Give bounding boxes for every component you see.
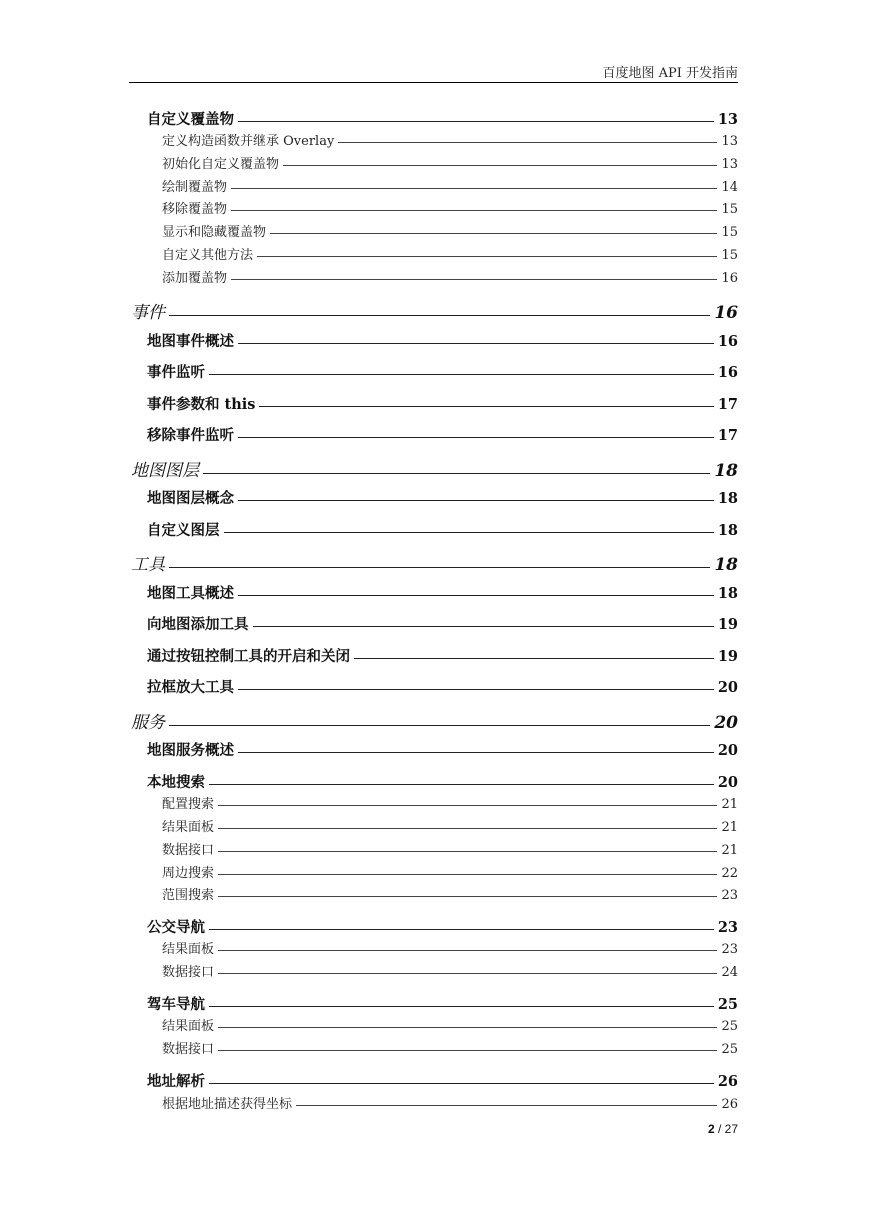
- toc-entry[interactable]: [147, 771, 738, 792]
- toc-entry-label: 定义构造函数并继承 Overlay: [162, 134, 335, 149]
- toc-entry-page: 24: [721, 965, 738, 980]
- toc-entry[interactable]: [147, 613, 738, 634]
- toc-entry[interactable]: [147, 519, 738, 540]
- toc-entry-label: 自定义图层: [147, 522, 220, 539]
- toc-leader-line: [231, 210, 717, 211]
- toc-leader-line: [218, 874, 717, 875]
- toc-entry-page: 19: [717, 616, 738, 633]
- toc-entry-page: 15: [721, 248, 738, 263]
- toc-entry[interactable]: [162, 221, 738, 240]
- toc-leader-line: [253, 626, 714, 627]
- toc-entry[interactable]: [131, 550, 738, 575]
- toc-leader-line: [338, 142, 717, 143]
- toc-entry-page: 16: [714, 303, 738, 323]
- toc-entry-page: 16: [717, 333, 738, 350]
- toc-entry-label: 向地图添加工具: [147, 616, 249, 633]
- toc-entry-label: 拉框放大工具: [147, 679, 234, 696]
- toc-leader-line: [209, 1006, 714, 1007]
- toc-entry-label: 数据接口: [162, 843, 215, 858]
- toc-leader-line: [209, 374, 714, 375]
- toc-entry-label: 事件参数和 this: [147, 396, 256, 413]
- toc-entry-label: 移除覆盖物: [162, 202, 228, 217]
- toc-entry[interactable]: [162, 244, 738, 263]
- toc-entry-label: 地图图层: [131, 461, 199, 481]
- toc-entry-label: 添加覆盖物: [162, 271, 228, 286]
- toc-entry-label: 地图服务概述: [147, 742, 234, 759]
- current-page: 2: [707, 1122, 715, 1136]
- toc-entry-label: 地图图层概念: [147, 490, 234, 507]
- toc-leader-line: [218, 950, 717, 951]
- toc-leader-line: [238, 121, 714, 122]
- toc-leader-line: [231, 279, 717, 280]
- toc-entry-page: 13: [717, 111, 738, 128]
- toc-entry-page: 18: [717, 522, 738, 539]
- toc-entry-label: 结果面板: [162, 1019, 215, 1034]
- toc-entry[interactable]: [162, 130, 738, 149]
- toc-entry[interactable]: [147, 676, 738, 697]
- toc-entry-label: 周边搜索: [162, 866, 215, 881]
- toc-entry[interactable]: [162, 198, 738, 217]
- toc-entry-page: 21: [721, 843, 738, 858]
- toc-entry-label: 显示和隐藏覆盖物: [162, 225, 267, 240]
- toc-entry-page: 23: [721, 942, 738, 957]
- toc-entry-page: 16: [717, 364, 738, 381]
- toc-entry-label: 事件监听: [147, 364, 205, 381]
- toc-entry-page: 19: [717, 648, 738, 665]
- toc-entry-page: 13: [721, 157, 738, 172]
- toc-entry-page: 17: [717, 396, 738, 413]
- toc-leader-line: [238, 689, 714, 690]
- toc-entry-label: 数据接口: [162, 965, 215, 980]
- toc-entry[interactable]: [147, 1070, 738, 1091]
- toc-leader-line: [283, 165, 717, 166]
- toc-entry-label: 地址解析: [147, 1073, 205, 1090]
- toc-entry[interactable]: [147, 645, 738, 666]
- toc-entry[interactable]: [162, 267, 738, 286]
- toc-entry-page: 17: [717, 427, 738, 444]
- toc-entry-label: 范围搜索: [162, 888, 215, 903]
- toc-entry[interactable]: [162, 938, 738, 957]
- toc-entry[interactable]: [147, 424, 738, 445]
- toc-entry-page: 15: [721, 202, 738, 217]
- toc-entry[interactable]: [162, 153, 738, 172]
- toc-leader-line: [203, 473, 710, 474]
- toc-leader-line: [238, 752, 714, 753]
- toc-leader-line: [218, 973, 717, 974]
- toc-entry[interactable]: [131, 456, 738, 481]
- toc-entry[interactable]: [162, 816, 738, 835]
- toc-entry-label: 服务: [131, 713, 165, 733]
- toc-leader-line: [296, 1105, 717, 1106]
- toc-entry-label: 工具: [131, 555, 165, 575]
- toc-entry[interactable]: [147, 108, 738, 129]
- toc-entry-page: 20: [717, 679, 738, 696]
- toc-entry[interactable]: [147, 582, 738, 603]
- toc-entry-page: 25: [717, 996, 738, 1013]
- toc-leader-line: [209, 929, 714, 930]
- toc-entry-page: 21: [721, 797, 738, 812]
- toc-entry-page: 13: [721, 134, 738, 149]
- document-title: 百度地图 API 开发指南: [602, 66, 738, 81]
- toc-leader-line: [231, 188, 717, 189]
- toc-leader-line: [209, 784, 714, 785]
- toc-leader-line: [169, 567, 710, 568]
- toc-entry[interactable]: [131, 298, 738, 323]
- toc-entry-label: 绘制覆盖物: [162, 180, 228, 195]
- toc-entry-label: 结果面板: [162, 820, 215, 835]
- toc-entry[interactable]: [147, 361, 738, 382]
- toc-leader-line: [218, 851, 717, 852]
- toc-entry-label: 移除事件监听: [147, 427, 234, 444]
- toc-entry-page: 21: [721, 820, 738, 835]
- toc-entry-page: 26: [717, 1073, 738, 1090]
- toc-entry[interactable]: [162, 862, 738, 881]
- page-separator: /: [714, 1122, 725, 1136]
- toc-entry-page: 25: [721, 1042, 738, 1057]
- toc-entry-label: 本地搜索: [147, 774, 205, 791]
- toc-entry-label: 配置搜索: [162, 797, 215, 812]
- toc-entry-page: 23: [717, 919, 738, 936]
- toc-entry-label: 初始化自定义覆盖物: [162, 157, 280, 172]
- toc-entry[interactable]: [162, 839, 738, 858]
- toc-leader-line: [238, 343, 714, 344]
- toc-entry-page: 20: [717, 742, 738, 759]
- toc-entry-page: 20: [714, 713, 738, 733]
- toc-leader-line: [238, 437, 714, 438]
- toc-entry[interactable]: [162, 1015, 738, 1034]
- toc-entry-label: 公交导航: [147, 919, 205, 936]
- toc-leader-line: [209, 1083, 714, 1084]
- toc-entry-page: 23: [721, 888, 738, 903]
- toc-leader-line: [270, 233, 717, 234]
- toc-entry-page: 20: [717, 774, 738, 791]
- toc-entry[interactable]: [147, 739, 738, 760]
- toc-entry[interactable]: [147, 330, 738, 351]
- toc-entry-label: 地图工具概述: [147, 585, 234, 602]
- page-number: [708, 1122, 738, 1136]
- toc-leader-line: [238, 500, 714, 501]
- toc-entry-page: 15: [721, 225, 738, 240]
- toc-leader-line: [259, 406, 713, 407]
- toc-leader-line: [218, 1027, 717, 1028]
- toc-entry[interactable]: [147, 393, 738, 414]
- toc-entry[interactable]: [131, 708, 738, 733]
- toc-entry-page: 18: [717, 490, 738, 507]
- toc-leader-line: [354, 658, 714, 659]
- toc-leader-line: [257, 256, 717, 257]
- toc-leader-line: [218, 896, 717, 897]
- toc-entry-label: 地图事件概述: [147, 333, 234, 350]
- toc-entry[interactable]: [162, 1093, 738, 1112]
- toc-entry-page: 25: [721, 1019, 738, 1034]
- toc-leader-line: [169, 315, 710, 316]
- toc-entry[interactable]: [162, 1038, 738, 1057]
- toc-entry-page: 18: [714, 555, 738, 575]
- toc-entry-page: 14: [721, 180, 738, 195]
- toc-entry[interactable]: [162, 176, 738, 195]
- toc-entry-page: 18: [717, 585, 738, 602]
- toc-leader-line: [218, 828, 717, 829]
- toc-entry-label: 自定义覆盖物: [147, 111, 234, 128]
- toc-entry[interactable]: [147, 993, 738, 1014]
- toc-entry-label: 事件: [131, 303, 165, 323]
- toc-entry-label: 驾车导航: [147, 996, 205, 1013]
- toc-entry-label: 结果面板: [162, 942, 215, 957]
- toc-leader-line: [238, 595, 714, 596]
- toc-entry-page: 18: [714, 461, 738, 481]
- toc-entry-page: 22: [721, 866, 738, 881]
- toc-entry-page: 16: [721, 271, 738, 286]
- toc-entry[interactable]: [147, 916, 738, 937]
- toc-leader-line: [218, 1050, 717, 1051]
- toc-leader-line: [218, 805, 717, 806]
- toc-leader-line: [224, 532, 714, 533]
- toc-entry[interactable]: [162, 884, 738, 903]
- toc-entry[interactable]: [162, 961, 738, 980]
- toc-entry[interactable]: [147, 487, 738, 508]
- toc-entry-page: 26: [721, 1097, 738, 1112]
- toc-entry-label: 根据地址描述获得坐标: [162, 1097, 293, 1112]
- toc-entry-label: 自定义其他方法: [162, 248, 254, 263]
- toc-leader-line: [169, 725, 710, 726]
- total-pages: 27: [724, 1122, 738, 1136]
- toc-entry[interactable]: [162, 793, 738, 812]
- toc-entry-label: 通过按钮控制工具的开启和关闭: [147, 648, 350, 665]
- toc-entry-label: 数据接口: [162, 1042, 215, 1057]
